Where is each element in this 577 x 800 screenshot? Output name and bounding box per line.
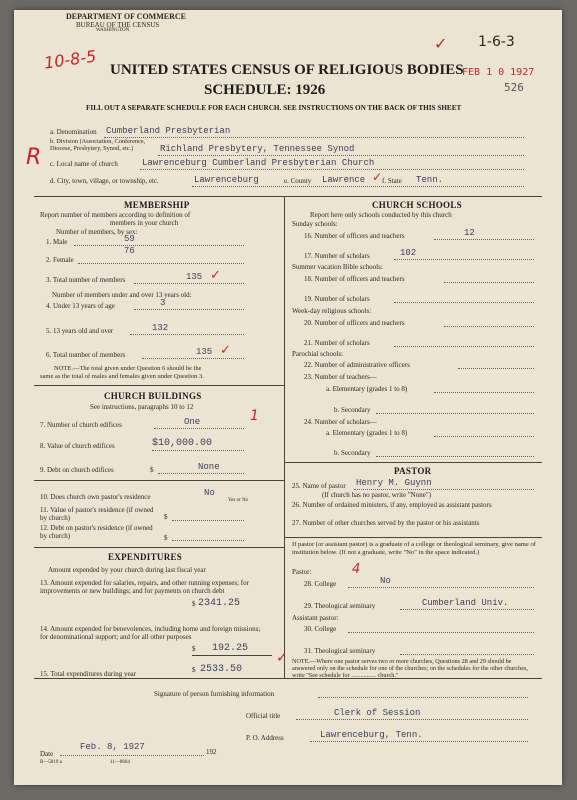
residence-value-dollar: $ (164, 513, 168, 521)
form-number-2: 11—8664 (110, 760, 130, 765)
college-value: No (380, 576, 391, 586)
form-number: B—5819 a (40, 760, 62, 765)
parochial-schools-label: Parochial schools: (292, 350, 344, 358)
r-mark: R (26, 145, 42, 170)
benevolences-value: 192.25 (212, 643, 249, 654)
pastor-college-mark: 4 (352, 562, 361, 577)
weekday-officers-label: 20. Number of officers and teachers (304, 319, 405, 327)
membership-intro-2: members in your church (110, 219, 179, 227)
weekday-schools-label: Week-day religious schools: (292, 307, 372, 315)
over-13-value: 132 (152, 323, 169, 333)
assistant-ministers-label: 26. Number of ordained ministers, if any, employed as assistant pastors (292, 501, 492, 509)
division-value: Richland Presbytery, Tennessee Synod (160, 144, 355, 154)
division-label: b. Division (Association, Conference, Diocese, Presbytery, Synod, etc.) (50, 138, 146, 152)
seminary-value: Cumberland Univ. (422, 598, 509, 608)
owns-residence-label: 10. Does church own pastor's residence (40, 493, 151, 501)
received-stamp-date: FEB 1 0 1927 (462, 67, 535, 78)
dept-name: DEPARTMENT OF COMMERCE (66, 12, 187, 21)
assistant-college-label: 30. College (304, 625, 337, 633)
sunday-officers-label: 16. Number of officers and teachers (304, 232, 405, 240)
owns-residence-value: No (204, 488, 215, 498)
weekday-scholars-label: 21. Number of scholars (304, 339, 370, 347)
sunday-schools-label: Sunday schools: (292, 220, 338, 228)
state-label: f. State (382, 177, 402, 185)
local-name-label: c. Local name of church (50, 160, 118, 168)
bureau-name: BUREAU OF THE CENSUS (76, 21, 160, 29)
female-label: 2. Female (46, 256, 74, 264)
sunday-scholars-value: 102 (400, 248, 417, 258)
left-handwritten-code: 10-8-5 (42, 46, 98, 73)
edifices-count-mark: 1 (250, 408, 259, 424)
local-name-value: Lawrenceburg Cumberland Presbyterian Church (142, 158, 375, 168)
assistant-seminary-label: 31. Theological seminary (304, 647, 376, 655)
age-split-label: Number of members under and over 13 years old: (52, 291, 192, 299)
total-members-6-label: 6. Total number of members (46, 351, 126, 359)
pastor-note: NOTE.—Where one pastor serves two or more churches, Questions 28 and 29 should be answered only on the schedule for one of the churches; on the schedules for the other churches, write "See schedule for ................ church." (292, 658, 528, 679)
teachers-secondary-label: b. Secondary (334, 406, 371, 414)
graduate-intro: If pastor (or assistant pastor) is a graduate of a college or theological seminary, give name of institution below. (If not a graduate, write "No" in the space indicated.) (292, 541, 537, 556)
owns-residence-hint: Yes or No (228, 498, 249, 503)
state-value: Tenn. (416, 175, 444, 185)
county-check: ✓ (372, 170, 383, 184)
sunday-officers-value: 12 (464, 228, 475, 238)
teachers-elementary-label: a. Elementary (grades 1 to 8) (326, 385, 408, 393)
pastor-name-value: Henry M. Guynn (356, 478, 432, 488)
membership-intro-1: Report number of members according to definition of (40, 211, 191, 219)
form-instruction: FILL OUT A SEPARATE SCHEDULE FOR EACH CHURCH. SEE INSTRUCTIONS ON THE BACK OF THIS SHEET (86, 104, 462, 112)
benevolences-dollar: $ (192, 645, 196, 653)
stamp-number: 526 (504, 81, 524, 94)
expenditures-sub: Amount expended by your church during last fiscal year (48, 566, 206, 574)
residence-debt-label: 12. Debt on pastor's residence (if owned by church) (40, 524, 153, 540)
edifices-debt-dollar: $ (150, 466, 154, 474)
buildings-heading: CHURCH BUILDINGS (104, 391, 202, 401)
schools-heading: CHURCH SCHOOLS (372, 200, 462, 210)
bureau-city: WASHINGTON (96, 28, 130, 33)
check-mark: ✓ (434, 34, 448, 53)
total-members-label: 3. Total number of members (46, 276, 126, 284)
summer-officers-label: 18. Number of officers and teachers (304, 275, 405, 283)
parochial-scholars-label: 24. Number of scholars— (304, 418, 377, 426)
under-13-value: 3 (160, 298, 166, 308)
running-expenses-label: 13. Amount expended for salaries, repairs, and other running expenses; for improvements or new buildings; and for payments on church debt (40, 579, 249, 595)
membership-heading: MEMBERSHIP (124, 200, 190, 210)
running-expenses-dollar: $ (192, 600, 196, 608)
pastor-subheading: Pastor: (292, 568, 312, 576)
edifices-count-value: One (184, 417, 201, 427)
total-expenditures-label: 15. Total expenditures during year (40, 670, 136, 678)
male-value: 59 (124, 234, 135, 244)
denomination-label: a. Denomination (50, 128, 97, 136)
official-title-label: Official title (246, 712, 281, 720)
form-subtitle: SCHEDULE: 1926 (204, 82, 326, 98)
parochial-teachers-label: 23. Number of teachers— (304, 373, 377, 381)
total-expenditures-value: 2533.50 (200, 664, 243, 675)
female-value: 76 (124, 246, 135, 256)
total-members-6-value: 135 (196, 347, 213, 357)
sunday-scholars-label: 17. Number of scholars (304, 252, 370, 260)
buildings-sub: See instructions, paragraphs 10 to 12 (90, 403, 194, 411)
county-label: e. County (284, 177, 312, 185)
scholars-secondary-label: b. Secondary (334, 449, 371, 457)
official-title-value: Clerk of Session (334, 708, 421, 718)
members-by-sex-label: Number of members, by sex: (56, 228, 138, 236)
edifices-count-label: 7. Number of church edifices (40, 421, 122, 429)
edifices-value-label: 8. Value of church edifices (40, 442, 115, 450)
date-year-suffix: 192 (206, 748, 217, 756)
form-title: UNITED STATES CENSUS OF RELIGIOUS BODIES (110, 62, 464, 78)
other-churches-label: 27. Number of other churches served by the pastor or his assistants (292, 519, 480, 527)
total-members-6-check: ✓ (220, 343, 231, 358)
date-label: Date (40, 750, 54, 758)
residence-value-label: 11. Value of pastor's residence (if owned by church) (40, 506, 154, 522)
scholars-elementary-label: a. Elementary (grades 1 to 8) (326, 429, 408, 437)
signature-label: Signature of person furnishing information (154, 690, 275, 698)
city-label: d. City, town, village, or township, etc. (50, 177, 159, 185)
total-expenditures-check: ✓ (276, 650, 288, 666)
membership-note-1: NOTE.—The total given under Question 6 should be the (54, 365, 202, 372)
summer-schools-label: Summer vacation Bible schools: (292, 263, 383, 271)
parochial-admin-label: 22. Number of administrative officers (304, 361, 410, 369)
total-members-check: ✓ (210, 268, 221, 283)
college-label: 28. College (304, 580, 337, 588)
edifices-debt-label: 9. Debt on church edifices (40, 466, 114, 474)
census-schedule-sheet (14, 10, 562, 785)
topright-code: 1-6-3 (478, 34, 515, 50)
pastor-heading: PASTOR (394, 466, 432, 476)
under-13-label: 4. Under 13 years of age (46, 302, 115, 310)
male-label: 1. Male (46, 238, 68, 246)
city-value: Lawrenceburg (194, 175, 259, 185)
benevolences-label: 14. Amount expended for benevolences, including home and foreign missions; for denominational support; and for all other purposes (40, 625, 261, 641)
assistant-pastor-subheading: Assistant pastor: (292, 614, 339, 622)
running-expenses-value: 2341.25 (198, 598, 241, 609)
over-13-label: 5. 13 years old and over (46, 327, 114, 335)
denomination-value: Cumberland Presbyterian (106, 126, 231, 136)
expenditures-heading: EXPENDITURES (108, 552, 183, 562)
pastor-name-hint: (If church has no pastor, write "None") (322, 491, 432, 499)
edifices-value-value: $10,000.00 (152, 438, 213, 449)
po-address-label: P. O. Address (246, 734, 284, 742)
county-value: Lawrence (322, 175, 366, 185)
total-members-value: 135 (186, 272, 203, 282)
date-value: Feb. 8, 1927 (80, 742, 145, 752)
pastor-name-label: 25. Name of pastor (292, 482, 346, 490)
po-address-value: Lawrenceburg, Tenn. (320, 730, 423, 740)
membership-note-2: same as the total of males and females given under Question 3. (40, 373, 204, 380)
schools-sub: Report here only schools conducted by this church (310, 211, 452, 219)
residence-debt-dollar: $ (164, 534, 168, 542)
total-expenditures-dollar: $ (192, 666, 196, 674)
seminary-label: 29. Theological seminary (304, 602, 376, 610)
summer-scholars-label: 19. Number of scholars (304, 295, 370, 303)
edifices-debt-value: None (198, 462, 220, 472)
